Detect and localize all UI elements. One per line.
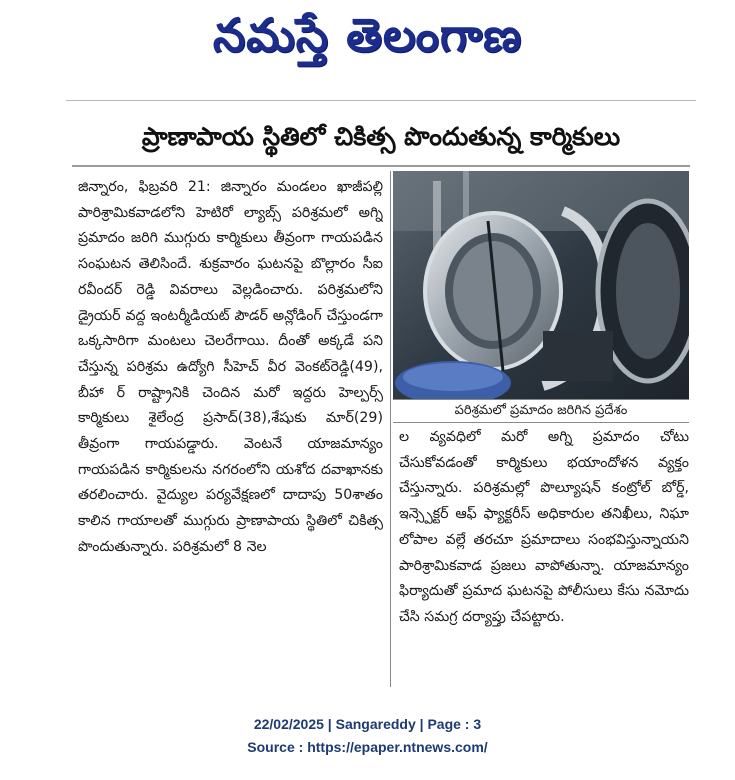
article-body-right [399, 425, 689, 685]
accident-site-photo [393, 171, 689, 399]
news-clipping [66, 100, 696, 696]
article-paragraph-left: జిన్నారం, ఫిబ్రవరి 21: జిన్నారం మండలం ఖాజీపల్లి పారిశ్రామికవాడలోని హెటిరో ల్యాబ్స్ పరిశ్రమలో అగ్ని ప్రమాదం జరిగి ముగ్గురు కార్మికులు తీవ్రంగా గాయపడిన సంఘటన తెలిసిందే. శుక్రవారం ఘటనపై బొల్లారం సీఐ రవీందర్ రెడ్డి వివరాలు వెల్లడించారు. పరిశ్రమలోని డ్రైయర్ వద్ద ఇంటర్మీడియట్ పౌడర్ అన్లోడింగ్ చేస్తుండగా ఒక్కసారిగా మంటలు చెలరేగాయి. దీంతో అక్కడే పని చేస్తున్న పరిశ్రమ ఉద్యోగి సీహెచ్ వీర వెంకట్‌రెడ్డి(49), బీహా ర్ రాష్ట్రానికి చెందిన మరో ఇద్దరు హెల్పర్స్ కార్మికులు శైలేంద్ర ప్రసాద్(38),శేషుకు మార్(29) తీవ్రంగా గాయపడ్డారు. వెంటనే యాజమాన్యం గాయపడిన కార్మికులను నగరంలోని యశోద దవాఖానకు తరలించారు. వైద్యుల పర్యవేక్షణలో దాదాపు 50శాతం కాలిన గాయాలతో ముగ్గురు ప్రాణాపాయ స్థితిలో చికిత్స పొందుతున్నారు. పరిశ్రమలో 8 నెల [78, 179, 383, 555]
masthead [0, 2, 735, 80]
footer-source-line: Source : https://epaper.ntnews.com/ [247, 739, 488, 755]
column-divider [390, 171, 391, 687]
footer-date-line: 22/02/2025 | Sangareddy | Page : 3 [253, 716, 482, 732]
article-headline: ప్రాణాపాయ స్థితిలో చికిత్స పొందుతున్న కార్మికులు [72, 115, 690, 167]
photo-graphic [393, 171, 689, 399]
article-paragraph-right: ల వ్యవధిలో మరో అగ్ని ప్రమాదం చోటు చేసుకోవడంతో కార్మికులు భయాందోళన వ్యక్తం చేస్తున్నారు. పరిశ్రమల్లో పొల్యూషన్ కంట్రోల్ బోర్డ్, ఇన్స్పెక్టర్ ఆఫ్ ఫ్యాక్టరీస్ అధికారుల తనిఖీలు, నిఘా లోపాల వల్లే తరచూ ప్రమాదాలు సంభవిస్తున్నాయని పారిశ్రామికవాడ ప్రజలు వాపోతున్నా. యాజమాన్యం ఫిర్యాదుతో ప్రమాద ఘటనపై పోలీసులు కేసు నమోదు చేసి సమగ్ర దర్యాప్తు చేపట్టారు. [399, 429, 689, 625]
article-body-left [78, 175, 383, 685]
masthead-title: నమస్తే తెలంగాణ [212, 8, 523, 62]
photo-caption: పరిశ్రమలో ప్రమాదం జరిగిన ప్రదేశం [393, 399, 689, 423]
